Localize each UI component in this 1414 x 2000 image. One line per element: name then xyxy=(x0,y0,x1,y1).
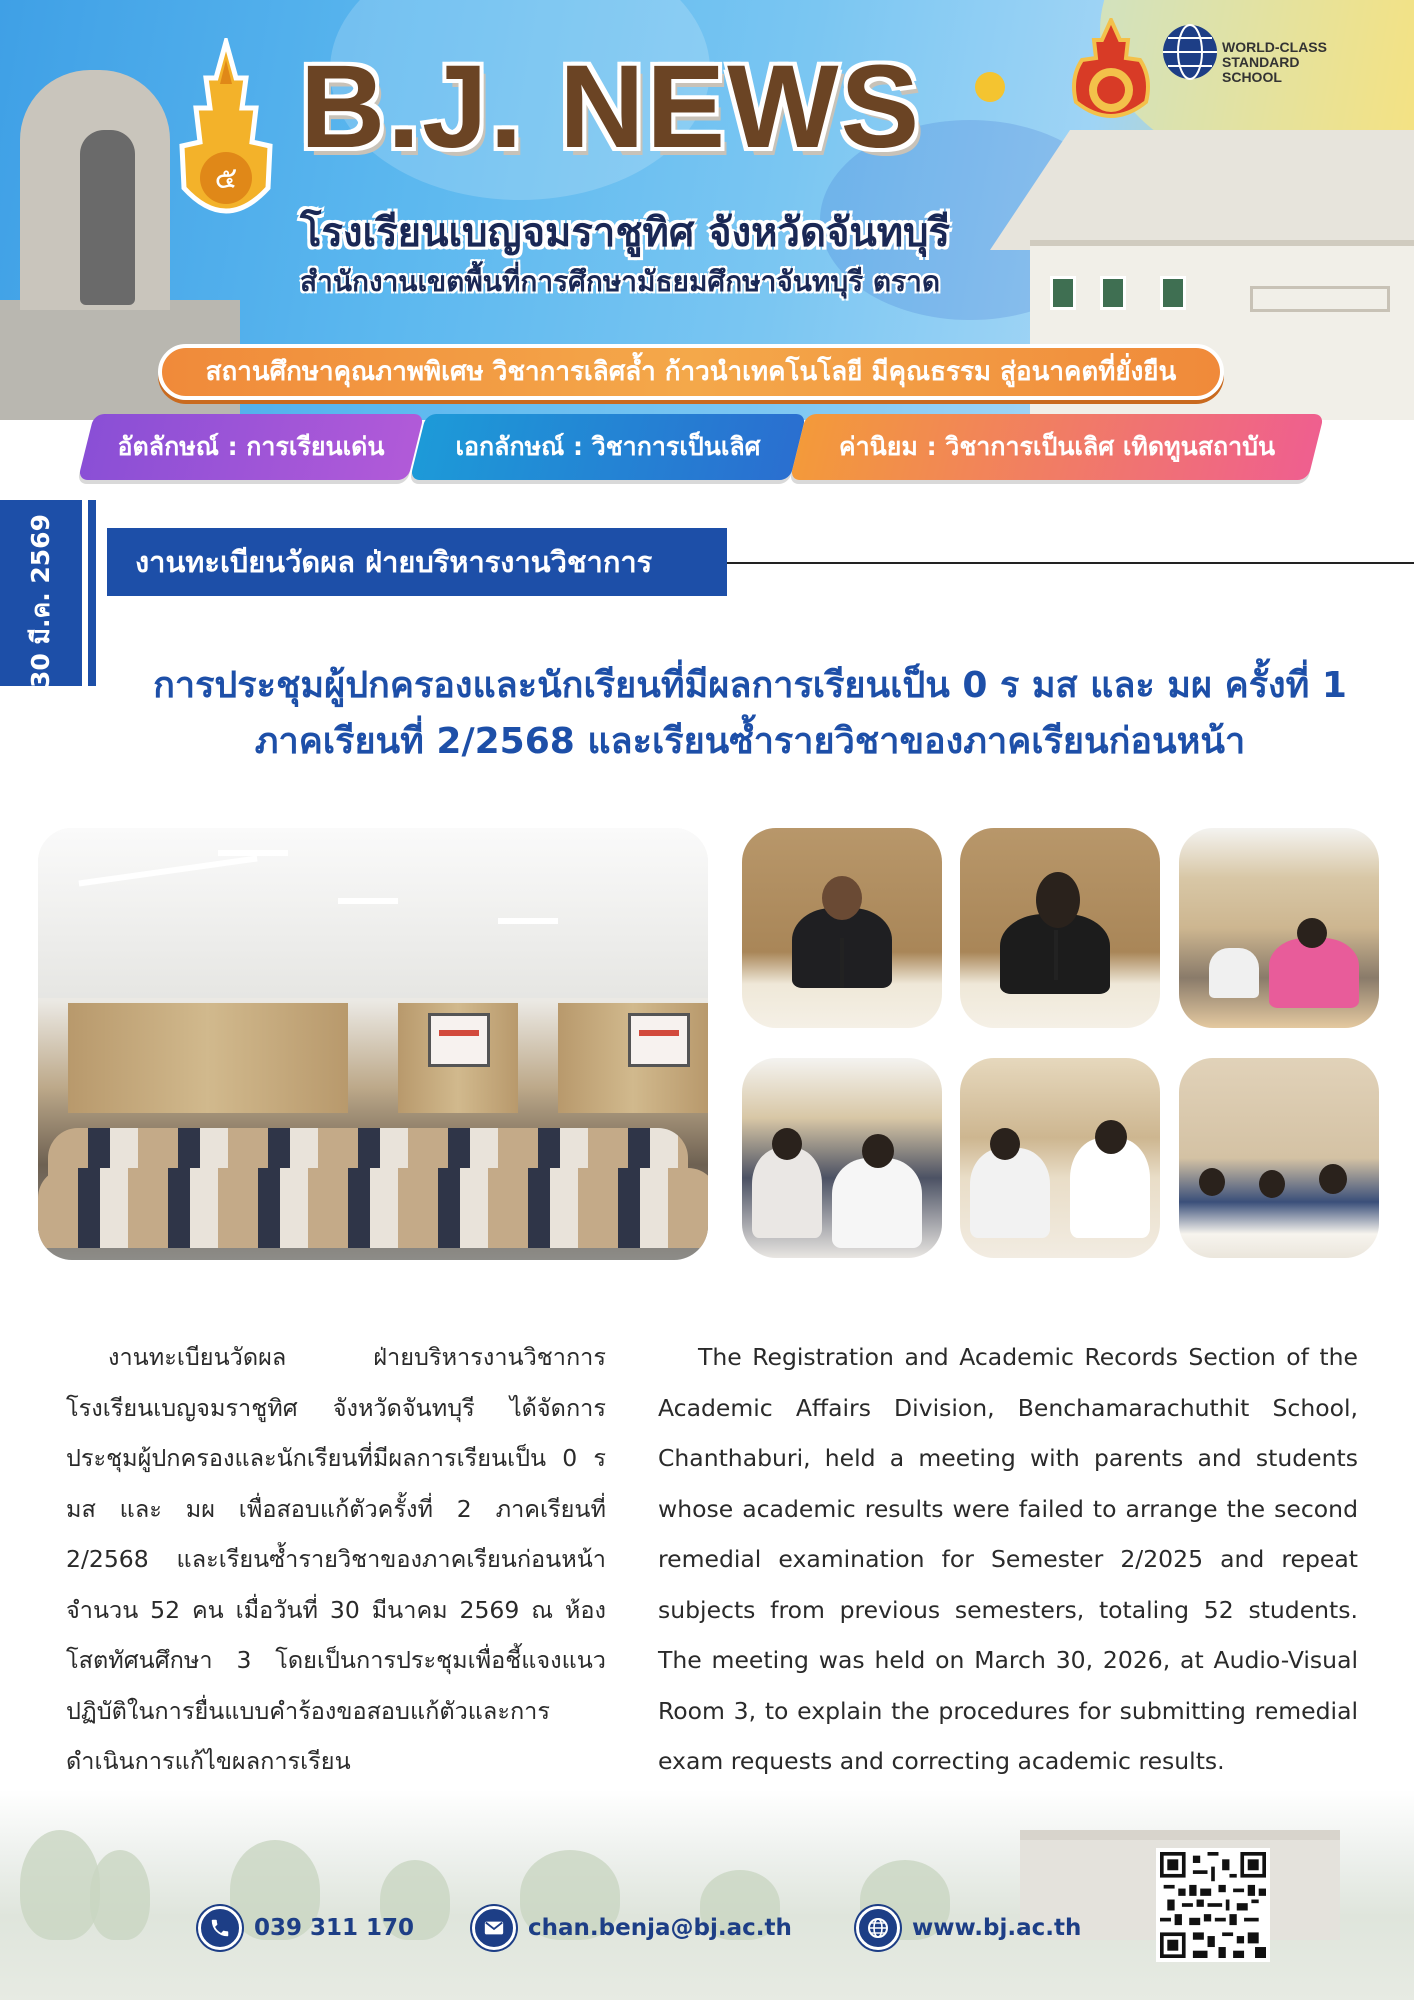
photo-audience xyxy=(742,1058,942,1258)
mail-icon xyxy=(472,1906,516,1950)
section-divider xyxy=(727,562,1414,564)
svg-text:๕: ๕ xyxy=(214,161,238,196)
education-office: สำนักงานเขตพื้นที่การศึกษามัธยมศึกษาจันทบุรี ตราด xyxy=(300,265,941,298)
contact-email[interactable] xyxy=(472,1906,792,1950)
headline-line-2: ภาคเรียนที่ 2/2568 และเรียนซ้ำรายวิชาของภาคเรียนก่อนหน้า xyxy=(254,721,1246,762)
newsletter-title: B.J. NEWS xyxy=(300,41,922,173)
statue-illustration xyxy=(80,130,135,305)
uniqueness-tag-label: เอกลักษณ์ : วิชาการเป็นเลิศ xyxy=(455,432,761,461)
school-name: โรงเรียนเบญจมราชูทิศ จังหวัดจันทบุรี xyxy=(300,210,950,256)
contact-phone[interactable] xyxy=(198,1906,414,1950)
wcs-line2: STANDARD SCHOOL xyxy=(1222,54,1300,85)
school-emblem-icon xyxy=(172,38,280,238)
values-tag xyxy=(790,414,1324,480)
phone-number: 039 311 170 xyxy=(254,1915,415,1941)
main-meeting-photo xyxy=(38,828,708,1260)
wcs-line1: WORLD-CLASS xyxy=(1222,39,1327,55)
date-strip-accent xyxy=(88,500,96,686)
sun-dot xyxy=(975,72,1005,102)
school-motto-banner: สถานศึกษาคุณภาพพิเศษ วิชาการเลิศล้ำ ก้าวนำเทคโนโลยี มีคุณธรรม สู่อนาคตที่ยั่งยืน xyxy=(158,344,1224,400)
website-url: www.bj.ac.th xyxy=(912,1915,1082,1941)
identity-tag-label: อัตลักษณ์ : การเรียนเด่น xyxy=(117,432,385,461)
globe-logo-icon xyxy=(1160,22,1220,82)
uniqueness-tag xyxy=(410,414,806,480)
publish-date: 30 มี.ค. 2569 xyxy=(26,514,55,688)
photo-staff-table xyxy=(1179,1058,1379,1258)
headline-line-1: การประชุมผู้ปกครองและนักเรียนที่มีผลการเรียนเป็น 0 ร มส และ มผ ครั้งที่ 1 xyxy=(153,665,1347,706)
photo-form-filling xyxy=(960,1058,1160,1258)
article-headline xyxy=(110,658,1390,770)
email-address: chan.benja@bj.ac.th xyxy=(528,1915,792,1941)
contact-website[interactable] xyxy=(856,1906,1081,1950)
globe-icon xyxy=(856,1906,900,1950)
values-tags xyxy=(0,414,1414,484)
photo-speaker-1 xyxy=(742,828,942,1028)
ministry-seal-icon xyxy=(1068,18,1154,128)
world-class-standard-school-logo xyxy=(1160,22,1360,92)
photo-speaker-2 xyxy=(960,828,1160,1028)
section-label: งานทะเบียนวัดผล ฝ่ายบริหารงานวิชาการ xyxy=(107,528,727,596)
phone-icon xyxy=(198,1906,242,1950)
photo-registration-1 xyxy=(1179,828,1379,1028)
header-banner xyxy=(0,0,1414,420)
values-tag-label: ค่านิยม : วิชาการเป็นเลิศ เทิดทูนสถาบัน xyxy=(838,432,1276,461)
article-body-thai: งานทะเบียนวัดผล ฝ่ายบริหารงานวิชาการ โรงเรียนเบญจมราชูทิศ จังหวัดจันทบุรี ได้จัดการประชุมผู้ปกครองและนักเรียนที่มีผลการเรียนเป็น 0 ร มส และ มผ เพื่อสอบแก้ตัวครั้งที่ 2 ภาคเรียนที่ 2/2568 และเรียนซ้ำรายวิชาของภาคเรียนก่อนหน้า จำนวน 52 คน เมื่อวันที่ 30 มีนาคม 2569 ณ ห้องโสตทัศนศึกษา 3 โดยเป็นการประชุมเพื่อชี้แจงแนวปฏิบัติในการยื่นแบบคำร้องขอสอบแก้ตัวและการดำเนินการแก้ไขผลการเรียน xyxy=(66,1343,606,1775)
article-body-english: The Registration and Academic Records Section of the Academic Affairs Division, Benchamarachuthit School, Chanthaburi, held a meeting with parents and students whose academic results were failed to arrange the second remedial examination for Semester 2/2025 and repeat subjects from previous semesters, totaling 52 students. The meeting was held on March 30, 2026, at Audio-Visual Room 3, to explain the procedures for submitting remedial exam requests and correcting academic results. xyxy=(658,1343,1358,1775)
identity-tag xyxy=(78,414,424,480)
qr-code[interactable] xyxy=(1156,1848,1270,1962)
